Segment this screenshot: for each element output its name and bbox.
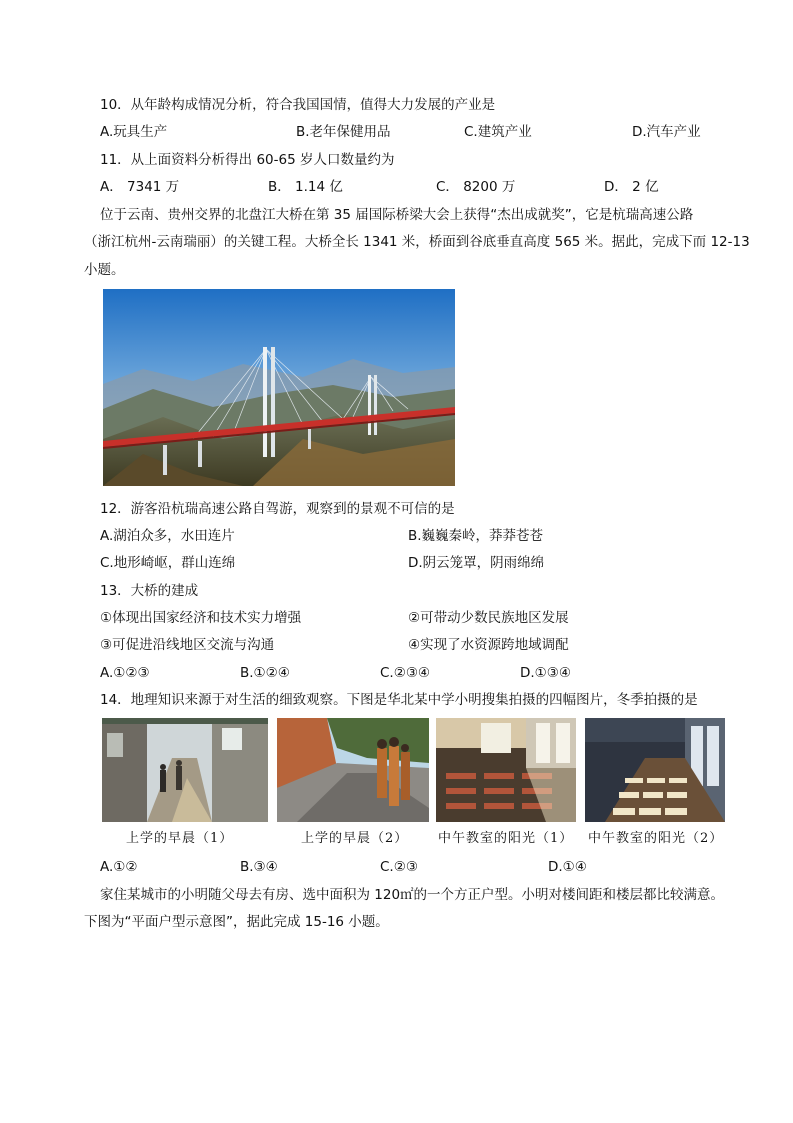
q11-option-c: C． 8200 万 [436, 179, 516, 195]
question-10-stem: 10．从年龄构成情况分析，符合我国国情，值得大力发展的产业是 [100, 97, 496, 113]
q10-option-b: B.老年保健用品 [296, 124, 391, 140]
q10-option-c: C.建筑产业 [464, 124, 532, 140]
q12-option-d: D.阴云笼罩，阴雨绵绵 [408, 555, 545, 571]
passage-2-line-1: 家住某城市的小明随父母去有房、选中面积为 120㎡的一个方正户型。小明对楼间距和楼层都比较满意。 [100, 887, 725, 903]
q14-option-c: C.②③ [380, 859, 418, 875]
q13-statement-4: ④实现了水资源跨地域调配 [408, 637, 569, 653]
bridge-photo [103, 289, 455, 486]
q13-option-d: D.①③④ [520, 665, 571, 681]
q12-option-c: C.地形崎岖，群山连绵 [100, 555, 236, 571]
passage-1-line-2: （浙江杭州-云南瑞丽）的关键工程。大桥全长 1341 米，桥面到谷底垂直高度 565 米。据此，完成下而 12-13 [84, 234, 750, 250]
q13-statement-1: ①体现出国家经济和技术实力增强 [100, 610, 302, 626]
caption-morning-1: 上学的早晨（1） [126, 831, 234, 846]
q10-option-d: D.汽车产业 [632, 124, 701, 140]
question-14-stem: 14．地理知识来源于对生活的细致观察。下图是华北某中学小明搜集拍摄的四幅图片，冬季拍摄的是 [100, 692, 698, 708]
q12-option-b: B.巍巍秦岭，莽莽苍苍 [408, 528, 544, 544]
q14-option-b: B.③④ [240, 859, 278, 875]
question-11-stem: 11．从上面资料分析得出 60-65 岁人口数量约为 [100, 152, 395, 168]
q13-option-b: B.①②④ [240, 665, 290, 681]
q14-option-d: D.①④ [548, 859, 587, 875]
question-13-stem: 13．大桥的建成 [100, 583, 199, 599]
q11-option-a: A． 7341 万 [100, 179, 180, 195]
caption-classroom-1: 中午教室的阳光（1） [438, 831, 574, 846]
caption-classroom-2: 中午教室的阳光（2） [588, 831, 724, 846]
passage-1-line-1: 位于云南、贵州交界的北盘江大桥在第 35 届国际桥梁大会上获得“杰出成就奖”，它是杭瑞高速公路 [100, 207, 694, 223]
morning-photo-1 [102, 718, 268, 822]
caption-morning-2: 上学的早晨（2） [301, 831, 409, 846]
q13-option-a: A.①②③ [100, 665, 150, 681]
morning-photo-2 [277, 718, 429, 822]
classroom-photo-2 [585, 718, 725, 822]
q13-option-c: C.②③④ [380, 665, 431, 681]
q14-option-a: A.①② [100, 859, 138, 875]
classroom-photo-1 [436, 718, 576, 822]
q12-option-a: A.湖泊众多，水田连片 [100, 528, 235, 544]
passage-2-line-2: 下图为“平面户型示意图”，据此完成 15-16 小题。 [84, 914, 389, 930]
q13-statement-3: ③可促进沿线地区交流与沟通 [100, 637, 275, 653]
question-12-stem: 12．游客沿杭瑞高速公路自驾游，观察到的景观不可信的是 [100, 501, 455, 517]
q13-statement-2: ②可带动少数民族地区发展 [408, 610, 569, 626]
q11-option-d: D． 2 亿 [604, 179, 659, 195]
passage-1-line-3: 小题。 [84, 262, 125, 278]
q10-option-a: A.玩具生产 [100, 124, 168, 140]
q11-option-b: B． 1.14 亿 [268, 179, 343, 195]
